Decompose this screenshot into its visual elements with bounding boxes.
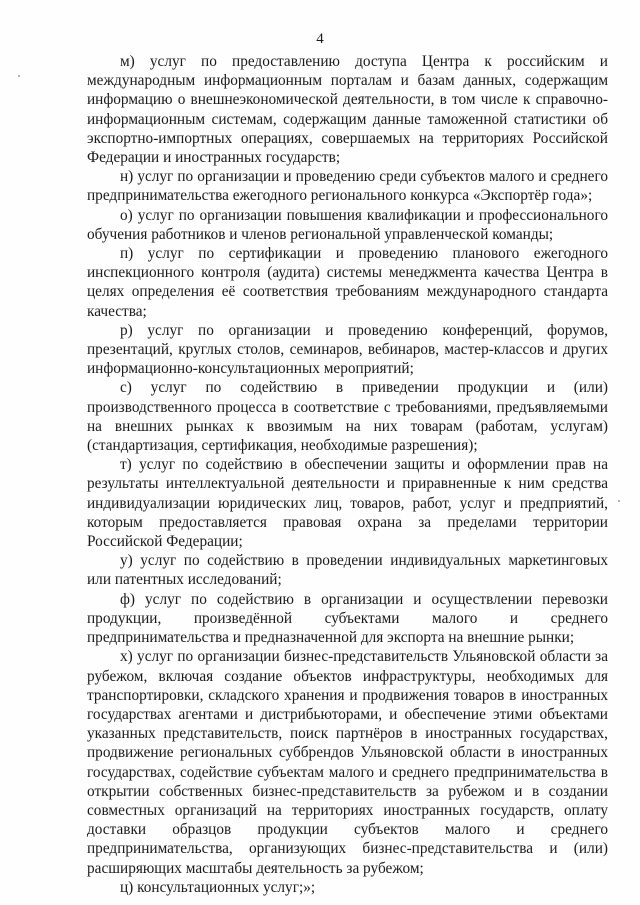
scan-speck: [618, 500, 620, 502]
page-number: 4: [316, 31, 324, 47]
paragraph-s: с) услуг по содействию в приведении продукции и (или) производственного процесса в соответствие с требованиями, предъявляемыми на внешних рынках к ввозимым на них товарам (работам, услугам) (стандартизация, сертификация, необходимые разрешения);: [87, 379, 608, 455]
paragraph-n: н) услуг по организации и проведению среди субъектов малого и среднего предпринимательства ежегодного регионального конкурса «Экспортёр года»;: [87, 168, 608, 205]
paragraph-u: у) услуг по содействию в проведении индивидуальных маркетинговых или патентных исследований;: [87, 552, 608, 589]
paragraph-f: ф) услуг по содействию в организации и осуществлении перевозки продукции, произведённой субъектами малого и среднего предпринимательства и предназначенной для экспорта на внешние рынки;: [87, 590, 608, 647]
document-body: [87, 52, 608, 897]
paragraph-r: р) услуг по организации и проведению конференций, форумов, презентаций, круглых столов, семинаров, вебинаров, мастер-классов и других информационно-консультационных мероприятий;: [87, 321, 608, 378]
paragraph-o: о) услуг по организации повышения квалификации и профессионального обучения работников и членов региональной управленческой команды;: [87, 206, 608, 243]
paragraph-kh: х) услуг по организации бизнес-представительств Ульяновской области за рубежом, включая создание объектов инфраструктуры, необходимых для транспортировки, складского хранения и продвижения товаров в иностранных государствах агентами и дистрибьюторами, и обеспечение этими объектами указанных представительств, поиск партнёров в иностранных государствах, продвижение региональных суббрендов Ульяновской области в иностранных государствах, содействие субъектам малого и среднего предпринимательства в открытии собственных бизнес-представительств за рубежом и в создании совместных организаций на территориях иностранных государств, оплату доставки образцов продукции субъектов малого и среднего предпринимательства, организующих бизнес-представительства и (или) расширяющих масштабы деятельность за рубежом;: [87, 648, 608, 877]
paragraph-t: т) услуг по содействию в обеспечении защиты и оформлении прав на результаты интеллектуальной деятельности и приравненные к ним средства индивидуализации юридических лиц, товаров, работ, услуг и предприятий, которым предоставляется правовая охрана за пределами территории Российской Федерации;: [87, 456, 608, 551]
paragraph-m: м) услуг по предоставлению доступа Центра к российским и международным информационным порталам и базам данных, содержащим информацию о внешнеэкономической деятельности, в том числе к справочно-информационным системам, содержащим данные таможенной статистики об экспортно-импортных операциях, совершаемых на территориях Российской Федерации и иностранных государств;: [87, 53, 608, 167]
scan-speck: [18, 75, 20, 77]
paragraph-p: п) услуг по сертификации и проведению планового ежегодного инспекционного контроля (аудита) системы менеджмента качества Центра в целях определения её соответствия требованиям международного стандарта качества;: [87, 245, 608, 320]
paragraph-ts: ц) консультационных услуг;»;: [120, 878, 316, 896]
